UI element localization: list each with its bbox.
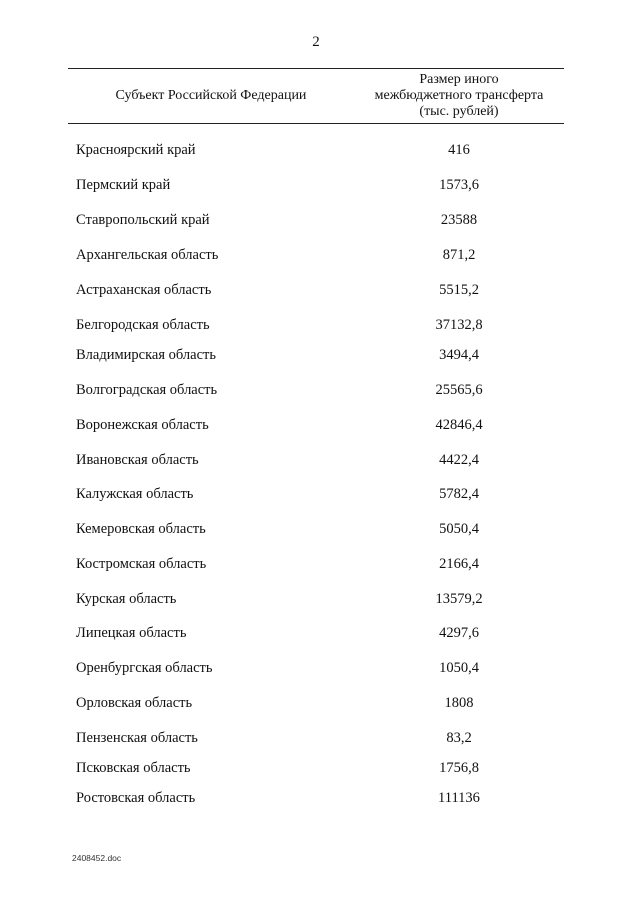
row-subject: Астраханская область	[76, 282, 212, 298]
row-amount: 25565,6	[435, 382, 483, 398]
row-subject: Пензенская область	[76, 730, 198, 746]
column-header-amount: Размер иного межбюджетного трансферта (тыс. рублей)	[374, 72, 544, 119]
row-subject: Белгородская область	[76, 317, 210, 333]
row-amount: 13579,2	[435, 591, 483, 607]
table-row	[0, 482, 640, 506]
row-subject: Ставропольский край	[76, 212, 210, 228]
row-subject: Орловская область	[76, 695, 193, 711]
row-amount: 23588	[440, 212, 478, 228]
table-row	[0, 726, 640, 750]
row-amount: 1573,6	[439, 177, 479, 193]
row-amount: 4297,6	[439, 625, 479, 641]
row-subject: Кемеровская область	[76, 521, 206, 537]
table-row	[0, 173, 640, 197]
row-amount: 1050,4	[439, 660, 479, 676]
page-number: 2	[312, 34, 320, 50]
table-row	[0, 517, 640, 541]
row-subject: Красноярский край	[76, 142, 196, 158]
row-amount: 5515,2	[439, 282, 479, 298]
row-amount: 4422,4	[439, 452, 479, 468]
table-row	[0, 552, 640, 576]
row-amount: 5782,4	[439, 486, 479, 502]
row-subject: Ростовская область	[76, 790, 196, 806]
table-row	[0, 343, 640, 367]
row-subject: Калужская область	[76, 486, 194, 502]
table-header	[68, 68, 564, 124]
row-subject: Костромская область	[76, 556, 207, 572]
row-amount: 5050,4	[439, 521, 479, 537]
table-row	[0, 587, 640, 611]
table-row	[0, 691, 640, 715]
table-row	[0, 208, 640, 232]
row-subject: Ивановская область	[76, 452, 199, 468]
column-header-subject: Субъект Российской Федерации	[115, 88, 307, 103]
table-row	[0, 243, 640, 267]
table-row	[0, 656, 640, 680]
table-row	[0, 621, 640, 645]
table-row	[0, 413, 640, 437]
row-amount: 871,2	[442, 247, 476, 263]
table-row	[0, 756, 640, 780]
table-row	[0, 448, 640, 472]
footer-file-name: 2408452.doc	[72, 853, 122, 863]
row-amount: 1756,8	[439, 760, 479, 776]
table-row	[0, 313, 640, 337]
row-amount: 1808	[444, 695, 474, 711]
row-subject: Воронежская область	[76, 417, 209, 433]
row-subject: Оренбургская область	[76, 660, 213, 676]
row-amount: 83,2	[446, 730, 472, 746]
row-subject: Архангельская область	[76, 247, 219, 263]
row-subject: Пермский край	[76, 177, 171, 193]
row-subject: Курская область	[76, 591, 177, 607]
row-amount: 42846,4	[435, 417, 483, 433]
table-row	[0, 378, 640, 402]
row-amount: 416	[448, 142, 470, 158]
table-row	[0, 138, 640, 162]
row-amount: 37132,8	[435, 317, 483, 333]
table-row	[0, 278, 640, 302]
table-row	[0, 786, 640, 810]
row-subject: Владимирская область	[76, 347, 216, 363]
row-subject: Липецкая область	[76, 625, 187, 641]
row-amount: 2166,4	[439, 556, 479, 572]
row-amount: 111136	[438, 790, 480, 806]
row-amount: 3494,4	[439, 347, 479, 363]
row-subject: Псковская область	[76, 760, 191, 776]
row-subject: Волгоградская область	[76, 382, 218, 398]
